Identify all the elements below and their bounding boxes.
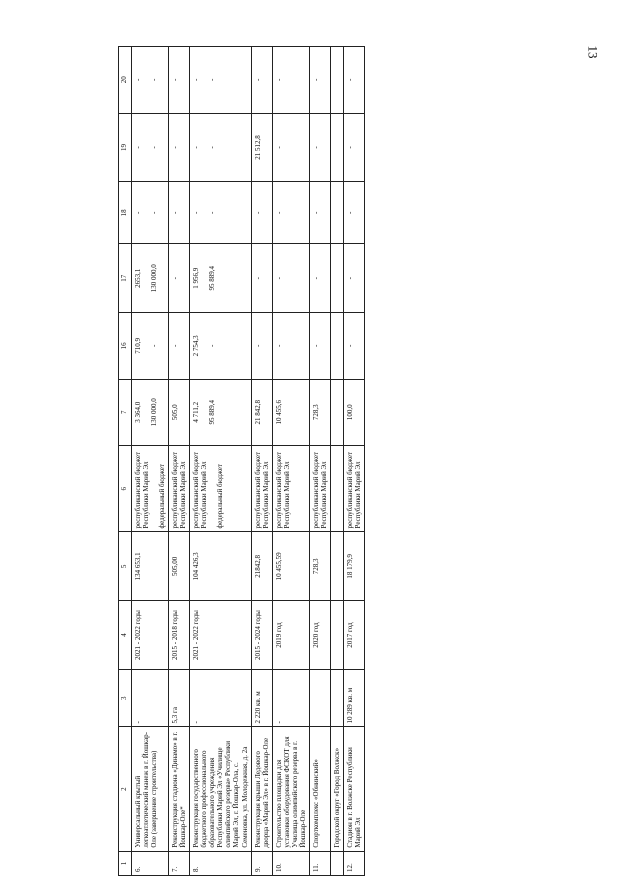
row-number: 8. bbox=[190, 851, 251, 875]
funding-source-value: республиканский бюджет Республики Марий Эл bbox=[274, 451, 291, 529]
amount-c19-value: - bbox=[345, 146, 354, 149]
row-number: 10. bbox=[272, 851, 309, 875]
amount-c18 bbox=[309, 182, 330, 244]
amount-c19 bbox=[309, 113, 330, 182]
program-objects-table bbox=[118, 46, 365, 876]
amount-c16 bbox=[190, 313, 251, 379]
construction-period: 2021 - 2022 годы bbox=[132, 601, 169, 670]
amount-c16-value: - bbox=[171, 344, 180, 347]
construction-period: 2019 год bbox=[272, 601, 309, 670]
amount-c7-value: 3 364,0 bbox=[134, 401, 142, 423]
amount-c20 bbox=[190, 47, 251, 114]
table-row bbox=[132, 47, 169, 876]
table-row bbox=[309, 47, 330, 876]
amount-c17-value: 95 889,4 bbox=[208, 265, 217, 291]
amount-c20 bbox=[309, 47, 330, 114]
header-cell: 1 bbox=[119, 851, 132, 875]
amount-c18 bbox=[132, 182, 169, 244]
funding-source bbox=[343, 446, 364, 532]
row-number: 7. bbox=[169, 851, 190, 875]
amount-c16-value: - bbox=[274, 344, 283, 347]
amount-c20-value: - bbox=[150, 78, 159, 81]
funding-source-value: республиканский бюджет Республики Марий Эл bbox=[171, 451, 188, 529]
amount-c19 bbox=[251, 113, 272, 182]
amount-c17-value: - bbox=[171, 277, 180, 280]
amount-c18 bbox=[251, 182, 272, 244]
object-capacity: 10 289 кв. м bbox=[343, 669, 364, 727]
amount-c19-value: - bbox=[192, 146, 201, 149]
amount-c17 bbox=[190, 244, 251, 313]
amount-c7-value: 130 000,0 bbox=[150, 398, 159, 427]
amount-c16 bbox=[132, 313, 169, 379]
header-cell: 20 bbox=[119, 47, 132, 114]
funding-source-value: республиканский бюджет Республики Марий Эл bbox=[345, 451, 363, 529]
amount-c16-value: - bbox=[150, 344, 159, 347]
amount-c19 bbox=[272, 113, 309, 182]
estimated-cost: 505,00 bbox=[169, 532, 190, 601]
funding-source-value: республиканский бюджет Республики Марий Эл bbox=[192, 451, 209, 529]
amount-c18-value: - bbox=[208, 211, 217, 214]
amount-c16-value: - bbox=[253, 344, 262, 347]
amount-c20-value: - bbox=[192, 78, 201, 81]
amount-c7-value: 728,3 bbox=[311, 404, 320, 421]
object-capacity: 5,3 га bbox=[169, 669, 190, 727]
amount-c16-value: - bbox=[311, 344, 320, 347]
table-row bbox=[169, 47, 190, 876]
page-number: 13 bbox=[585, 45, 601, 59]
estimated-cost: 18 179,9 bbox=[343, 532, 364, 601]
amount-c19 bbox=[169, 113, 190, 182]
amount-c17-value: - bbox=[345, 277, 354, 280]
object-capacity bbox=[309, 669, 330, 727]
object-name: Реконструкция крыши Ледового дворца «Марий Эл» в г. Йошкар-Оле bbox=[251, 727, 272, 851]
funding-source bbox=[190, 446, 251, 532]
amount-c20-value: - bbox=[345, 78, 354, 81]
amount-c16-value: 710,9 bbox=[134, 337, 142, 354]
amount-c19 bbox=[190, 113, 251, 182]
funding-source-value: федеральный бюджет bbox=[216, 464, 225, 529]
object-name: Реконструкция государственного бюджетного профессионального образовательного учреждения Республики Марий Эл «Училище олимпийского резерва» Республики Марий Эл, г. Йошкар-Ола, с. Семеновка, ул. Молодежная, д. 2а bbox=[190, 727, 251, 851]
object-name: Строительство площадки для установки оборудования ФСКОТ для Училища олимпийского резерва в г. Йошкар-Оле bbox=[272, 727, 309, 851]
amount-c20-value: - bbox=[208, 78, 217, 81]
amount-c19 bbox=[132, 113, 169, 182]
empty-cell bbox=[330, 601, 343, 670]
amount-c19 bbox=[343, 113, 364, 182]
table-row bbox=[272, 47, 309, 876]
row-number: 12. bbox=[343, 851, 364, 875]
row-number: 6. bbox=[132, 851, 169, 875]
empty-cell bbox=[330, 113, 343, 182]
construction-period: 2015 - 2018 годы bbox=[169, 601, 190, 670]
amount-c19-value: - bbox=[311, 146, 320, 149]
funding-source bbox=[169, 446, 190, 532]
table-row bbox=[251, 47, 272, 876]
amount-c20 bbox=[169, 47, 190, 114]
estimated-cost: 21842,8 bbox=[251, 532, 272, 601]
empty-cell bbox=[330, 669, 343, 727]
estimated-cost: 728,3 bbox=[309, 532, 330, 601]
amount-c7-value: 10 455,6 bbox=[274, 400, 283, 425]
estimated-cost: 10 455,59 bbox=[272, 532, 309, 601]
header-cell: 16 bbox=[119, 313, 132, 379]
row-number: 11. bbox=[309, 851, 330, 875]
section-title: Городской округ «Город Волжск» bbox=[330, 727, 343, 851]
amount-c20-value: - bbox=[134, 78, 142, 81]
amount-c17 bbox=[272, 244, 309, 313]
estimated-cost: 104 426,3 bbox=[190, 532, 251, 601]
object-capacity: - bbox=[272, 669, 309, 727]
amount-c7-value: 100,0 bbox=[345, 404, 354, 421]
amount-c17-value: 1 956,9 bbox=[192, 267, 201, 289]
empty-cell bbox=[330, 446, 343, 532]
amount-c7-value: 21 842,8 bbox=[253, 400, 262, 425]
header-cell: 3 bbox=[119, 669, 132, 727]
amount-c19-value: - bbox=[208, 146, 217, 149]
empty-cell bbox=[330, 532, 343, 601]
funding-source-value: республиканский бюджет Республики Марий Эл bbox=[134, 451, 151, 529]
amount-c19-value: 21 512,8 bbox=[253, 135, 262, 160]
table-row bbox=[343, 47, 364, 876]
amount-c17-value: - bbox=[274, 277, 283, 280]
amount-c17-value: - bbox=[311, 277, 320, 280]
amount-c7 bbox=[132, 379, 169, 445]
funding-source bbox=[309, 446, 330, 532]
amount-c18-value: - bbox=[253, 211, 262, 214]
amount-c17-value: - bbox=[253, 277, 262, 280]
header-cell: 17 bbox=[119, 244, 132, 313]
table-header-row bbox=[119, 47, 132, 876]
amount-c19-value: - bbox=[274, 146, 283, 149]
amount-c18 bbox=[272, 182, 309, 244]
amount-c7 bbox=[343, 379, 364, 445]
object-capacity: - bbox=[132, 669, 169, 727]
funding-source bbox=[272, 446, 309, 532]
header-cell: 2 bbox=[119, 727, 132, 851]
header-cell: 4 bbox=[119, 601, 132, 670]
amount-c18-value: - bbox=[192, 211, 201, 214]
amount-c19-value: - bbox=[171, 146, 180, 149]
construction-period: 2015 - 2024 годы bbox=[251, 601, 272, 670]
amount-c7 bbox=[251, 379, 272, 445]
amount-c16-value: - bbox=[208, 344, 217, 347]
construction-period: 2021 - 2022 годы bbox=[190, 601, 251, 670]
amount-c7-value: 95 889,4 bbox=[208, 400, 217, 425]
amount-c18-value: - bbox=[150, 211, 159, 214]
amount-c16 bbox=[251, 313, 272, 379]
rotated-table-wrapper bbox=[118, 46, 638, 876]
empty-cell bbox=[330, 244, 343, 313]
table-body bbox=[132, 47, 365, 876]
object-capacity: 2 220 кв. м bbox=[251, 669, 272, 727]
amount-c16 bbox=[309, 313, 330, 379]
header-cell: 18 bbox=[119, 182, 132, 244]
object-name: Спорткомплекс «Обнинский» bbox=[309, 727, 330, 851]
amount-c20 bbox=[251, 47, 272, 114]
amount-c18 bbox=[190, 182, 251, 244]
amount-c16 bbox=[343, 313, 364, 379]
amount-c16 bbox=[169, 313, 190, 379]
amount-c19-value: - bbox=[150, 146, 159, 149]
empty-cell bbox=[330, 379, 343, 445]
amount-c18-value: - bbox=[311, 211, 320, 214]
amount-c18-value: - bbox=[274, 211, 283, 214]
amount-c20-value: - bbox=[171, 78, 180, 81]
amount-c20-value: - bbox=[311, 78, 320, 81]
amount-c16-value: - bbox=[345, 344, 354, 347]
empty-cell bbox=[330, 313, 343, 379]
amount-c17 bbox=[309, 244, 330, 313]
amount-c16-value: 2 754,3 bbox=[192, 335, 201, 357]
amount-c20 bbox=[343, 47, 364, 114]
amount-c17 bbox=[343, 244, 364, 313]
amount-c7-value: 4 711,2 bbox=[192, 401, 201, 423]
amount-c17 bbox=[169, 244, 190, 313]
amount-c17-value: 2653,1 bbox=[134, 268, 142, 288]
funding-source-value: федеральный бюджет bbox=[158, 464, 167, 529]
funding-source bbox=[251, 446, 272, 532]
amount-c17 bbox=[132, 244, 169, 313]
amount-c7 bbox=[309, 379, 330, 445]
amount-c18-value: - bbox=[171, 211, 180, 214]
header-cell: 5 bbox=[119, 532, 132, 601]
section-row bbox=[330, 47, 343, 876]
header-cell: 19 bbox=[119, 113, 132, 182]
construction-period: 2017 год bbox=[343, 601, 364, 670]
amount-c19-value: - bbox=[134, 146, 142, 149]
section-num-cell bbox=[330, 851, 343, 875]
amount-c7 bbox=[169, 379, 190, 445]
amount-c20-value: - bbox=[253, 78, 262, 81]
amount-c18 bbox=[169, 182, 190, 244]
amount-c17-value: 130 000,0 bbox=[150, 264, 159, 293]
object-capacity: - bbox=[190, 669, 251, 727]
amount-c18 bbox=[343, 182, 364, 244]
object-name: Стадион в г. Волжске Республики Марий Эл bbox=[343, 727, 364, 851]
object-name: Универсальный крытый легкоатлетический манеж в г. Йошкар-Оле (завершение строительства) bbox=[132, 727, 169, 851]
amount-c18-value: - bbox=[134, 211, 142, 214]
amount-c16 bbox=[272, 313, 309, 379]
object-name: Реконструкция стадиона «Динамо» в г. Йошкар-Оле* bbox=[169, 727, 190, 851]
amount-c20 bbox=[272, 47, 309, 114]
row-number: 9. bbox=[251, 851, 272, 875]
empty-cell bbox=[330, 182, 343, 244]
funding-source bbox=[132, 446, 169, 532]
header-cell: 6 bbox=[119, 446, 132, 532]
amount-c18-value: - bbox=[345, 211, 354, 214]
amount-c7 bbox=[272, 379, 309, 445]
table-row bbox=[190, 47, 251, 876]
amount-c7-value: 505,0 bbox=[171, 404, 180, 421]
funding-source-value: республиканский бюджет Республики Марий Эл bbox=[253, 451, 270, 529]
amount-c17 bbox=[251, 244, 272, 313]
funding-source-value: республиканский бюджет Республики Марий Эл bbox=[311, 451, 328, 529]
amount-c20-value: - bbox=[274, 78, 283, 81]
header-cell: 7 bbox=[119, 379, 132, 445]
amount-c7 bbox=[190, 379, 251, 445]
estimated-cost: 134 653,1 bbox=[132, 532, 169, 601]
amount-c20 bbox=[132, 47, 169, 114]
empty-cell bbox=[330, 47, 343, 114]
construction-period: 2020 год bbox=[309, 601, 330, 670]
